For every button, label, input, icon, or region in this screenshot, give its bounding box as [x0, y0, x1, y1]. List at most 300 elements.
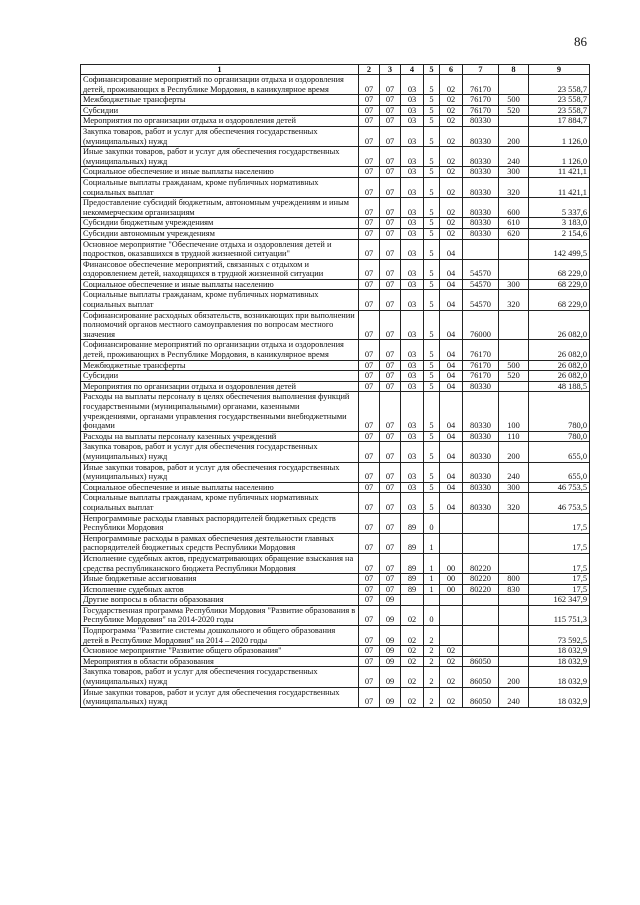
section-code-cell: 07 — [359, 442, 380, 462]
expense-type-cell: 240 — [499, 147, 529, 167]
subprogram-code-cell: 1 — [424, 574, 440, 585]
subprogram-code-cell: 5 — [424, 493, 440, 513]
subprogram-code-cell: 2 — [424, 626, 440, 646]
expense-type-cell: 320 — [499, 177, 529, 197]
expense-type-cell: 300 — [499, 167, 529, 178]
table-row — [81, 381, 590, 392]
program-code-cell: 89 — [401, 584, 424, 595]
program-code-cell: 03 — [401, 290, 424, 310]
amount-cell: 17,5 — [529, 513, 590, 533]
program-code-cell: 03 — [401, 259, 424, 279]
subsection-code-cell: 07 — [380, 340, 401, 360]
amount-cell: 26 082,0 — [529, 310, 590, 340]
event-code-cell — [440, 595, 463, 606]
row-name-cell: Субсидии — [81, 105, 359, 116]
event-code-cell: 02 — [440, 687, 463, 707]
event-code-cell: 02 — [440, 167, 463, 178]
section-code-cell: 07 — [359, 513, 380, 533]
amount-cell: 2 154,6 — [529, 228, 590, 239]
subsection-code-cell: 07 — [380, 431, 401, 442]
subsection-code-cell: 07 — [380, 533, 401, 553]
expense-type-cell — [499, 605, 529, 625]
direction-code-cell: 80220 — [463, 574, 499, 585]
expense-type-cell: 620 — [499, 228, 529, 239]
direction-code-cell — [463, 533, 499, 553]
row-name-cell: Мероприятия по организации отдыха и оздоровления детей — [81, 381, 359, 392]
event-code-cell: 04 — [440, 310, 463, 340]
amount-cell: 26 082,0 — [529, 360, 590, 371]
column-header: 5 — [424, 65, 440, 75]
subsection-code-cell: 07 — [380, 381, 401, 392]
subprogram-code-cell: 5 — [424, 290, 440, 310]
table-row — [81, 553, 590, 573]
expense-type-cell — [499, 381, 529, 392]
expense-type-cell: 520 — [499, 105, 529, 116]
row-name-cell: Финансовое обеспечение мероприятий, связанных с отдыхом и оздоровлением детей, находящихся в трудной жизненной ситуации — [81, 259, 359, 279]
direction-code-cell — [463, 239, 499, 259]
row-name-cell: Иные бюджетные ассигнования — [81, 574, 359, 585]
table-row — [81, 574, 590, 585]
event-code-cell: 04 — [440, 482, 463, 493]
column-header: 2 — [359, 65, 380, 75]
subsection-code-cell: 07 — [380, 279, 401, 290]
table-row — [81, 533, 590, 553]
subsection-code-cell: 07 — [380, 259, 401, 279]
section-code-cell: 07 — [359, 360, 380, 371]
amount-cell: 11 421,1 — [529, 177, 590, 197]
section-code-cell: 07 — [359, 687, 380, 707]
page-number: 86 — [574, 34, 587, 49]
subprogram-code-cell: 1 — [424, 533, 440, 553]
table-row — [81, 431, 590, 442]
table-row — [81, 626, 590, 646]
table-row — [81, 228, 590, 239]
program-code-cell: 03 — [401, 105, 424, 116]
section-code-cell: 07 — [359, 167, 380, 178]
budget-table — [80, 64, 590, 708]
expense-type-cell — [499, 239, 529, 259]
direction-code-cell: 80330 — [463, 442, 499, 462]
row-name-cell: Иные закупки товаров, работ и услуг для обеспечения государственных (муниципальных) нужд — [81, 687, 359, 707]
program-code-cell: 03 — [401, 279, 424, 290]
event-code-cell — [440, 626, 463, 646]
amount-cell: 17,5 — [529, 553, 590, 573]
amount-cell: 18 032,9 — [529, 687, 590, 707]
event-code-cell: 02 — [440, 198, 463, 218]
expense-type-cell: 200 — [499, 667, 529, 687]
table-row — [81, 371, 590, 382]
subprogram-code-cell: 5 — [424, 177, 440, 197]
subprogram-code-cell: 2 — [424, 687, 440, 707]
amount-cell: 655,0 — [529, 462, 590, 482]
amount-cell: 17 884,7 — [529, 116, 590, 127]
row-name-cell: Иные закупки товаров, работ и услуг для обеспечения государственных (муниципальных) нужд — [81, 147, 359, 167]
amount-cell: 5 337,6 — [529, 198, 590, 218]
table-row — [81, 340, 590, 360]
amount-cell: 23 558,7 — [529, 75, 590, 95]
program-code-cell: 03 — [401, 147, 424, 167]
direction-code-cell — [463, 605, 499, 625]
expense-type-cell: 100 — [499, 392, 529, 431]
section-code-cell: 07 — [359, 584, 380, 595]
subprogram-code-cell: 0 — [424, 605, 440, 625]
event-code-cell — [440, 605, 463, 625]
direction-code-cell — [463, 595, 499, 606]
row-name-cell: Социальные выплаты гражданам, кроме публичных нормативных социальных выплат — [81, 290, 359, 310]
subprogram-code-cell: 5 — [424, 167, 440, 178]
column-header: 1 — [81, 65, 359, 75]
event-code-cell: 04 — [440, 371, 463, 382]
section-code-cell: 07 — [359, 228, 380, 239]
program-code-cell: 89 — [401, 533, 424, 553]
program-code-cell: 03 — [401, 462, 424, 482]
column-header: 7 — [463, 65, 499, 75]
event-code-cell: 02 — [440, 656, 463, 667]
expense-type-cell: 240 — [499, 462, 529, 482]
section-code-cell: 07 — [359, 116, 380, 127]
direction-code-cell: 80330 — [463, 218, 499, 229]
column-header: 6 — [440, 65, 463, 75]
direction-code-cell — [463, 513, 499, 533]
program-code-cell: 03 — [401, 126, 424, 146]
section-code-cell: 07 — [359, 75, 380, 95]
event-code-cell: 04 — [440, 360, 463, 371]
section-code-cell: 07 — [359, 493, 380, 513]
table-header-row — [81, 65, 590, 75]
expense-type-cell — [499, 75, 529, 95]
section-code-cell: 07 — [359, 147, 380, 167]
event-code-cell: 04 — [440, 239, 463, 259]
expense-type-cell: 200 — [499, 126, 529, 146]
direction-code-cell: 80330 — [463, 381, 499, 392]
section-code-cell: 07 — [359, 95, 380, 106]
section-code-cell: 07 — [359, 431, 380, 442]
event-code-cell: 00 — [440, 574, 463, 585]
subsection-code-cell: 09 — [380, 656, 401, 667]
section-code-cell: 07 — [359, 105, 380, 116]
amount-cell: 780,0 — [529, 392, 590, 431]
event-code-cell: 04 — [440, 381, 463, 392]
event-code-cell: 02 — [440, 646, 463, 657]
section-code-cell: 07 — [359, 371, 380, 382]
subsection-code-cell: 07 — [380, 167, 401, 178]
subprogram-code-cell: 5 — [424, 360, 440, 371]
table-row — [81, 462, 590, 482]
amount-cell: 1 126,0 — [529, 126, 590, 146]
subsection-code-cell: 07 — [380, 290, 401, 310]
table-row — [81, 218, 590, 229]
event-code-cell — [440, 513, 463, 533]
row-name-cell: Предоставление субсидий бюджетным, автономным учреждениям и иным некоммерческим организациям — [81, 198, 359, 218]
subprogram-code-cell: 5 — [424, 239, 440, 259]
program-code-cell: 03 — [401, 392, 424, 431]
table-row — [81, 493, 590, 513]
section-code-cell: 07 — [359, 656, 380, 667]
row-name-cell: Социальные выплаты гражданам, кроме публичных нормативных социальных выплат — [81, 177, 359, 197]
table-row — [81, 239, 590, 259]
subprogram-code-cell: 5 — [424, 105, 440, 116]
event-code-cell: 02 — [440, 228, 463, 239]
column-header: 9 — [529, 65, 590, 75]
table-row — [81, 116, 590, 127]
event-code-cell: 00 — [440, 584, 463, 595]
program-code-cell: 89 — [401, 513, 424, 533]
table-row — [81, 75, 590, 95]
row-name-cell: Мероприятия по организации отдыха и оздоровления детей — [81, 116, 359, 127]
amount-cell: 17,5 — [529, 584, 590, 595]
expense-type-cell: 610 — [499, 218, 529, 229]
subsection-code-cell: 07 — [380, 553, 401, 573]
amount-cell: 46 753,5 — [529, 482, 590, 493]
subprogram-code-cell: 0 — [424, 513, 440, 533]
direction-code-cell: 76170 — [463, 105, 499, 116]
program-code-cell: 02 — [401, 626, 424, 646]
expense-type-cell — [499, 533, 529, 553]
subsection-code-cell: 07 — [380, 228, 401, 239]
table-row — [81, 198, 590, 218]
amount-cell: 18 032,9 — [529, 656, 590, 667]
expense-type-cell: 830 — [499, 584, 529, 595]
row-name-cell: Основное мероприятие "Обеспечение отдыха и оздоровления детей и подростков, оказавшихся в трудной жизненной ситуации" — [81, 239, 359, 259]
subsection-code-cell: 07 — [380, 462, 401, 482]
event-code-cell: 02 — [440, 126, 463, 146]
expense-type-cell: 300 — [499, 482, 529, 493]
row-name-cell: Непрограммные расходы в рамках обеспечения деятельности главных распорядителей бюджетных средств Республики Мордовия — [81, 533, 359, 553]
row-name-cell: Закупка товаров, работ и услуг для обеспечения государственных (муниципальных) нужд — [81, 442, 359, 462]
program-code-cell: 02 — [401, 656, 424, 667]
expense-type-cell: 110 — [499, 431, 529, 442]
subsection-code-cell: 07 — [380, 75, 401, 95]
subprogram-code-cell: 5 — [424, 279, 440, 290]
column-header: 3 — [380, 65, 401, 75]
table-row — [81, 177, 590, 197]
subsection-code-cell: 09 — [380, 605, 401, 625]
direction-code-cell: 54570 — [463, 259, 499, 279]
row-name-cell: Другие вопросы в области образования — [81, 595, 359, 606]
column-header: 8 — [499, 65, 529, 75]
section-code-cell: 07 — [359, 218, 380, 229]
program-code-cell: 03 — [401, 198, 424, 218]
subprogram-code-cell: 5 — [424, 126, 440, 146]
program-code-cell: 03 — [401, 493, 424, 513]
subprogram-code-cell — [424, 595, 440, 606]
event-code-cell: 02 — [440, 667, 463, 687]
expense-type-cell: 800 — [499, 574, 529, 585]
row-name-cell: Социальное обеспечение и иные выплаты населению — [81, 482, 359, 493]
program-code-cell: 02 — [401, 667, 424, 687]
table-row — [81, 656, 590, 667]
table-row — [81, 584, 590, 595]
direction-code-cell: 80330 — [463, 198, 499, 218]
program-code-cell: 03 — [401, 95, 424, 106]
event-code-cell: 04 — [440, 442, 463, 462]
program-code-cell: 03 — [401, 310, 424, 340]
expense-type-cell: 240 — [499, 687, 529, 707]
direction-code-cell: 80330 — [463, 177, 499, 197]
row-name-cell: Государственная программа Республики Мордовия "Развитие образования в Республике Мордовия" на 2014-2020 годы — [81, 605, 359, 625]
row-name-cell: Закупка товаров, работ и услуг для обеспечения государственных (муниципальных) нужд — [81, 126, 359, 146]
event-code-cell: 02 — [440, 116, 463, 127]
section-code-cell: 07 — [359, 595, 380, 606]
subsection-code-cell: 07 — [380, 310, 401, 340]
direction-code-cell: 86050 — [463, 687, 499, 707]
expense-type-cell — [499, 513, 529, 533]
expense-type-cell — [499, 340, 529, 360]
amount-cell: 142 499,5 — [529, 239, 590, 259]
direction-code-cell — [463, 626, 499, 646]
program-code-cell: 02 — [401, 646, 424, 657]
direction-code-cell: 80330 — [463, 431, 499, 442]
event-code-cell: 02 — [440, 177, 463, 197]
expense-type-cell — [499, 595, 529, 606]
direction-code-cell: 54570 — [463, 290, 499, 310]
subprogram-code-cell: 5 — [424, 75, 440, 95]
subprogram-code-cell: 5 — [424, 198, 440, 218]
event-code-cell: 04 — [440, 431, 463, 442]
section-code-cell: 07 — [359, 482, 380, 493]
event-code-cell: 02 — [440, 105, 463, 116]
section-code-cell: 07 — [359, 646, 380, 657]
subsection-code-cell: 09 — [380, 626, 401, 646]
row-name-cell: Социальное обеспечение и иные выплаты населению — [81, 279, 359, 290]
expense-type-cell — [499, 116, 529, 127]
section-code-cell: 07 — [359, 533, 380, 553]
event-code-cell: 04 — [440, 493, 463, 513]
subsection-code-cell: 07 — [380, 493, 401, 513]
direction-code-cell: 80330 — [463, 147, 499, 167]
direction-code-cell: 80330 — [463, 482, 499, 493]
program-code-cell: 03 — [401, 218, 424, 229]
subprogram-code-cell: 2 — [424, 667, 440, 687]
direction-code-cell: 80330 — [463, 126, 499, 146]
row-name-cell: Расходы на выплаты персоналу казенных учреждений — [81, 431, 359, 442]
event-code-cell: 04 — [440, 259, 463, 279]
table-row — [81, 513, 590, 533]
expense-type-cell: 600 — [499, 198, 529, 218]
table-row — [81, 605, 590, 625]
subprogram-code-cell: 5 — [424, 147, 440, 167]
subsection-code-cell: 09 — [380, 667, 401, 687]
direction-code-cell: 80330 — [463, 116, 499, 127]
direction-code-cell: 76170 — [463, 75, 499, 95]
subsection-code-cell: 07 — [380, 95, 401, 106]
event-code-cell: 04 — [440, 392, 463, 431]
subsection-code-cell: 09 — [380, 687, 401, 707]
amount-cell: 780,0 — [529, 431, 590, 442]
program-code-cell: 03 — [401, 239, 424, 259]
row-name-cell: Софинансирование мероприятий по организации отдыха и оздоровления детей, проживающих в Республике Мордовия, в каникулярное время — [81, 340, 359, 360]
row-name-cell: Софинансирование расходных обязательств, возникающих при выполнении полномочий органов местного самоуправления по вопросам местного значения — [81, 310, 359, 340]
expense-type-cell — [499, 310, 529, 340]
event-code-cell: 02 — [440, 95, 463, 106]
row-name-cell: Иные закупки товаров, работ и услуг для обеспечения государственных (муниципальных) нужд — [81, 462, 359, 482]
section-code-cell: 07 — [359, 239, 380, 259]
subprogram-code-cell: 5 — [424, 392, 440, 431]
section-code-cell: 07 — [359, 574, 380, 585]
amount-cell: 17,5 — [529, 574, 590, 585]
amount-cell: 655,0 — [529, 442, 590, 462]
expense-type-cell — [499, 553, 529, 573]
subsection-code-cell: 07 — [380, 105, 401, 116]
subsection-code-cell: 07 — [380, 584, 401, 595]
direction-code-cell: 80330 — [463, 392, 499, 431]
direction-code-cell: 80330 — [463, 493, 499, 513]
table-row — [81, 126, 590, 146]
amount-cell: 11 421,1 — [529, 167, 590, 178]
section-code-cell: 07 — [359, 126, 380, 146]
subsection-code-cell: 07 — [380, 360, 401, 371]
direction-code-cell: 80330 — [463, 462, 499, 482]
subprogram-code-cell: 5 — [424, 462, 440, 482]
event-code-cell: 02 — [440, 218, 463, 229]
table-row — [81, 392, 590, 431]
expense-type-cell — [499, 656, 529, 667]
row-name-cell: Софинансирование мероприятий по организации отдыха и оздоровления детей, проживающих в Республике Мордовия, в каникулярное время — [81, 75, 359, 95]
subprogram-code-cell: 5 — [424, 228, 440, 239]
event-code-cell: 02 — [440, 147, 463, 167]
row-name-cell: Межбюджетные трансферты — [81, 360, 359, 371]
section-code-cell: 07 — [359, 626, 380, 646]
table-row — [81, 360, 590, 371]
amount-cell: 68 229,0 — [529, 290, 590, 310]
section-code-cell: 07 — [359, 340, 380, 360]
event-code-cell: 04 — [440, 462, 463, 482]
program-code-cell: 03 — [401, 75, 424, 95]
subprogram-code-cell: 5 — [424, 340, 440, 360]
row-name-cell: Межбюджетные трансферты — [81, 95, 359, 106]
section-code-cell: 07 — [359, 381, 380, 392]
row-name-cell: Непрограммные расходы главных распорядителей бюджетных средств Республики Мордовия — [81, 513, 359, 533]
subprogram-code-cell: 1 — [424, 553, 440, 573]
subprogram-code-cell: 5 — [424, 381, 440, 392]
subprogram-code-cell: 5 — [424, 482, 440, 493]
expense-type-cell: 320 — [499, 290, 529, 310]
program-code-cell: 03 — [401, 167, 424, 178]
amount-cell: 1 126,0 — [529, 147, 590, 167]
event-code-cell: 04 — [440, 279, 463, 290]
section-code-cell: 07 — [359, 462, 380, 482]
row-name-cell: Субсидии — [81, 371, 359, 382]
subsection-code-cell: 07 — [380, 574, 401, 585]
section-code-cell: 07 — [359, 198, 380, 218]
subsection-code-cell: 07 — [380, 126, 401, 146]
event-code-cell: 04 — [440, 340, 463, 360]
amount-cell: 3 183,0 — [529, 218, 590, 229]
row-name-cell: Социальное обеспечение и иные выплаты населению — [81, 167, 359, 178]
table-row — [81, 595, 590, 606]
program-code-cell: 03 — [401, 381, 424, 392]
event-code-cell: 02 — [440, 75, 463, 95]
direction-code-cell — [463, 646, 499, 657]
subprogram-code-cell: 1 — [424, 584, 440, 595]
expense-type-cell — [499, 626, 529, 646]
amount-cell: 73 592,5 — [529, 626, 590, 646]
subsection-code-cell: 07 — [380, 371, 401, 382]
table-row — [81, 279, 590, 290]
table-row — [81, 105, 590, 116]
amount-cell: 26 082,0 — [529, 371, 590, 382]
event-code-cell: 00 — [440, 553, 463, 573]
direction-code-cell: 80330 — [463, 228, 499, 239]
row-name-cell: Расходы на выплаты персоналу в целях обеспечения выполнения функций государственными (муниципальными) органами, казенными учреждениями, органами управления государственными внебюджетными фондами — [81, 392, 359, 431]
direction-code-cell: 80220 — [463, 584, 499, 595]
row-name-cell: Мероприятия в области образования — [81, 656, 359, 667]
program-code-cell: 02 — [401, 687, 424, 707]
amount-cell: 68 229,0 — [529, 259, 590, 279]
subsection-code-cell: 07 — [380, 177, 401, 197]
section-code-cell: 07 — [359, 279, 380, 290]
program-code-cell: 89 — [401, 553, 424, 573]
